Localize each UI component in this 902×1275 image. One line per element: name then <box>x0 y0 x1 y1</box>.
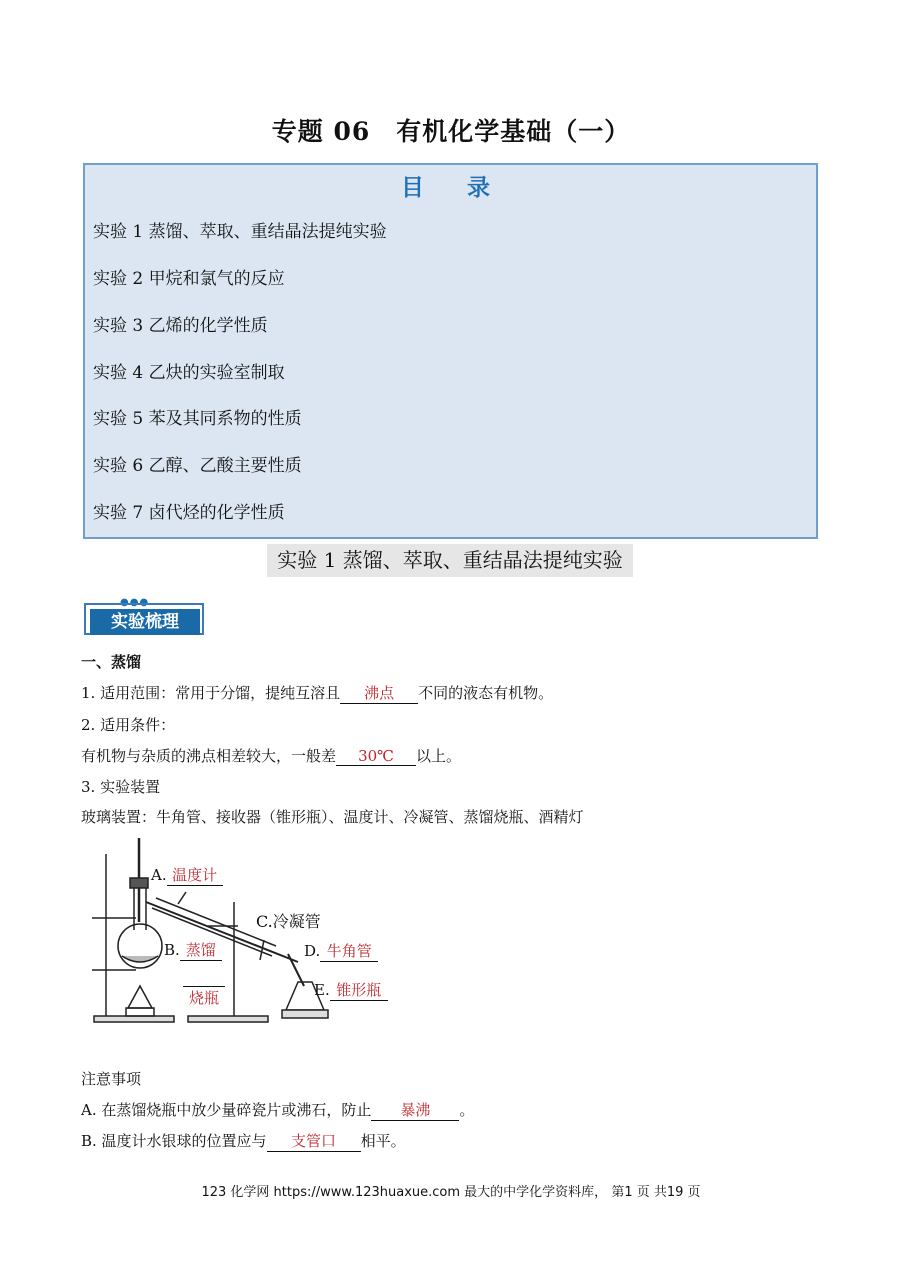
note-a <box>81 1099 474 1121</box>
table-of-contents <box>83 163 818 539</box>
text: 以上。 <box>416 747 462 765</box>
toc-item[interactable]: 实验 4 乙炔的实验室制取 <box>93 363 285 383</box>
text: 相平。 <box>360 1132 406 1150</box>
answer-blank: 沸点 <box>340 682 418 704</box>
dots-icon: ●●● <box>120 597 150 608</box>
section-title: 实验 1 蒸馏、萃取、重结晶法提纯实验 <box>267 544 633 577</box>
toc-item[interactable]: 实验 2 甲烷和氯气的反应 <box>93 269 285 289</box>
toc-item[interactable]: 实验 1 蒸馏、萃取、重结晶法提纯实验 <box>93 222 387 242</box>
answer-blank: 烧瓶 <box>183 986 225 1008</box>
text-line: 玻璃装置：牛角管、接收器（锥形瓶）、温度计、冷凝管、蒸馏烧瓶、酒精灯 <box>81 808 584 826</box>
toc-heading: 目 录 <box>401 174 500 201</box>
answer-blank: 蒸馏 <box>180 939 222 961</box>
section-badge <box>84 597 206 637</box>
label-b-cont <box>183 986 225 1008</box>
label-a <box>151 864 223 886</box>
toc-item[interactable]: 实验 3 乙烯的化学性质 <box>93 316 268 336</box>
label-d <box>304 940 378 962</box>
label-b <box>164 939 222 961</box>
answer-blank: 暴沸 <box>371 1099 459 1121</box>
label-c: C.冷凝管 <box>256 912 321 931</box>
text-line <box>81 682 553 704</box>
text-line <box>81 745 461 766</box>
badge-label: 实验梳理 <box>90 609 200 635</box>
toc-item[interactable]: 实验 5 苯及其同系物的性质 <box>93 409 302 429</box>
label-letter: A. <box>151 866 167 884</box>
text-line: 2. 适用条件： <box>81 716 176 734</box>
notes-title: 注意事项 <box>81 1070 142 1088</box>
answer-blank: 牛角管 <box>320 940 378 962</box>
label-letter: D. <box>304 942 321 960</box>
answer-blank: 温度计 <box>167 864 223 886</box>
note-b <box>81 1130 406 1152</box>
text: 不同的液态有机物。 <box>418 684 554 702</box>
answer-blank: 锥形瓶 <box>330 979 388 1001</box>
text: A. 在蒸馏烧瓶中放少量碎瓷片或沸石，防止 <box>81 1101 372 1119</box>
text: 。 <box>459 1101 475 1119</box>
text: B. 温度计水银球的位置应与 <box>81 1132 267 1150</box>
text: 有机物与杂质的沸点相差较大，一般差 <box>81 747 337 765</box>
heading-distillation: 一、蒸馏 <box>81 653 142 671</box>
toc-item[interactable]: 实验 6 乙醇、乙酸主要性质 <box>93 456 302 476</box>
toc-item[interactable]: 实验 7 卤代烃的化学性质 <box>93 503 285 523</box>
text-line: 3. 实验装置 <box>81 778 161 796</box>
page-title: 专题 06 有机化学基础（一） <box>271 117 631 146</box>
answer-blank: 支管口 <box>267 1130 361 1152</box>
label-letter: B. <box>164 941 180 959</box>
page-footer: 123 化学网 https://www.123huaxue.com 最大的中学化学资料库， 第1 页 共19 页 <box>201 1185 701 1200</box>
label-e <box>314 979 388 1001</box>
badge-frame <box>84 603 204 635</box>
label-letter: E. <box>314 981 330 999</box>
text: 1. 适用范围：常用于分馏，提纯互溶且 <box>81 684 341 702</box>
answer-blank: 30℃ <box>336 747 416 766</box>
